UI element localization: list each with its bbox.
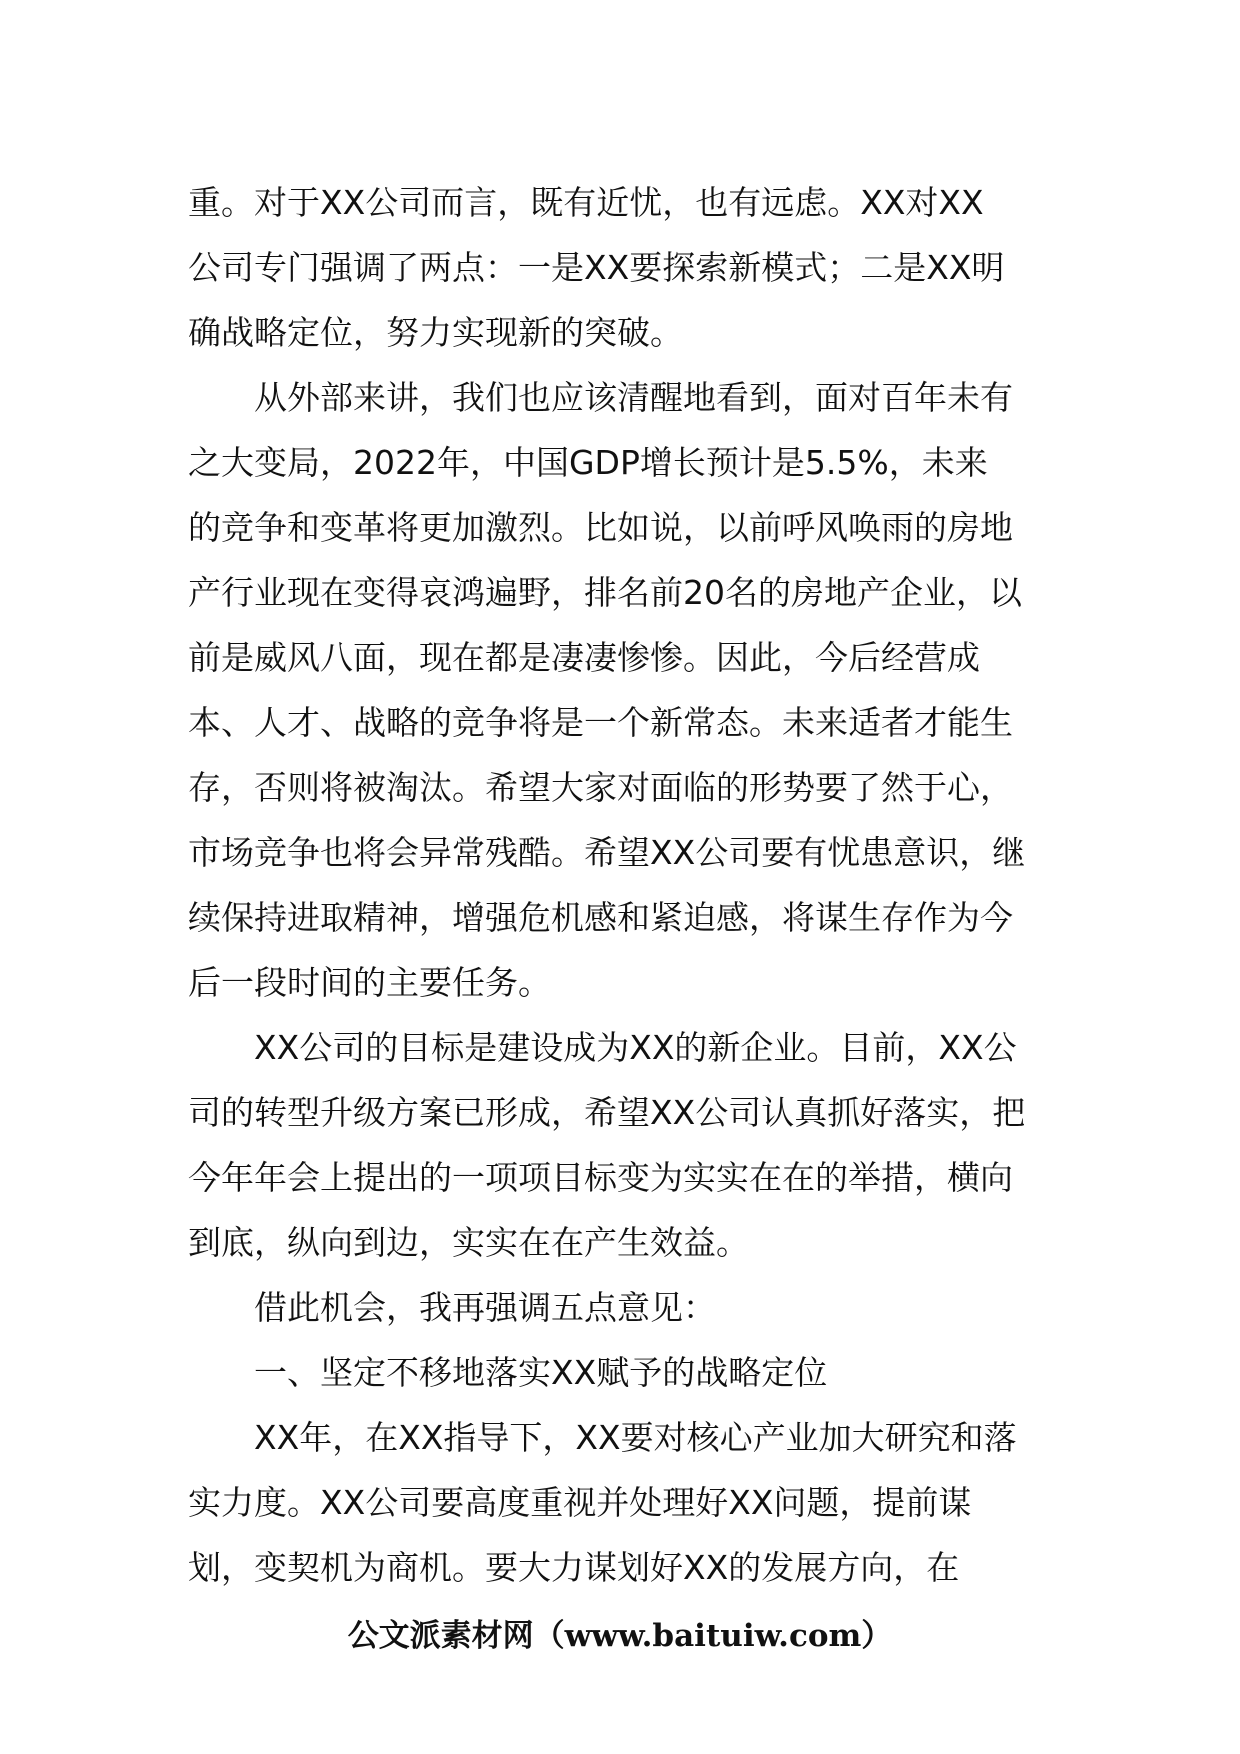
text-line: 市场竞争也将会异常残酷。希望XX公司要有忧患意识，继 [188, 833, 1026, 872]
text-line: 公司专门强调了两点：一是XX要探索新模式；二是XX明 [188, 248, 1005, 287]
text-line: 到底，纵向到边，实实在在产生效益。 [188, 1223, 749, 1262]
footer-watermark: 公文派素材网（www.baituiw.com） [347, 1618, 893, 1654]
section-heading: 一、坚定不移地落实XX赋予的战略定位 [254, 1353, 828, 1392]
text-line: 存，否则将被淘汰。希望大家对面临的形势要了然于心， [188, 768, 1013, 807]
text-line: 前是威风八面，现在都是凄凄惨惨。因此，今后经营成 [188, 638, 980, 677]
text-line: 实力度。XX公司要高度重视并处理好XX问题，提前谋 [188, 1483, 972, 1522]
paragraph-start-line: XX年，在XX指导下，XX要对核心产业加大研究和落 [254, 1418, 1017, 1457]
text-line: 之大变局，2022年，中国GDP增长预计是5.5%，未来 [188, 443, 988, 482]
text-line: 确战略定位，努力实现新的突破。 [188, 313, 683, 352]
document-body [188, 170, 1068, 1600]
text-line: 本、人才、战略的竞争将是一个新常态。未来适者才能生 [188, 703, 1013, 742]
paragraph-start-line: XX公司的目标是建设成为XX的新企业。目前，XX公 [254, 1028, 1017, 1067]
text-line: 划，变契机为商机。要大力谋划好XX的发展方向，在 [188, 1548, 960, 1587]
text-line: 的竞争和变革将更加激烈。比如说，以前呼风唤雨的房地 [188, 508, 1013, 547]
text-line: 产行业现在变得哀鸿遍野，排名前20名的房地产企业，以 [188, 573, 1022, 612]
paragraph-start-line: 从外部来讲，我们也应该清醒地看到，面对百年未有 [254, 378, 1013, 417]
text-line: 重。对于XX公司而言，既有近忧，也有远虑。XX对XX [188, 183, 984, 222]
text-line: 续保持进取精神，增强危机感和紧迫感，将谋生存作为今 [188, 898, 1013, 937]
text-line: 今年年会上提出的一项项目标变为实实在在的举措，横向 [188, 1158, 1013, 1197]
paragraph-start-line: 借此机会，我再强调五点意见： [254, 1288, 716, 1327]
text-line: 司的转型升级方案已形成，希望XX公司认真抓好落实，把 [188, 1093, 1026, 1132]
text-line: 后一段时间的主要任务。 [188, 963, 551, 1002]
